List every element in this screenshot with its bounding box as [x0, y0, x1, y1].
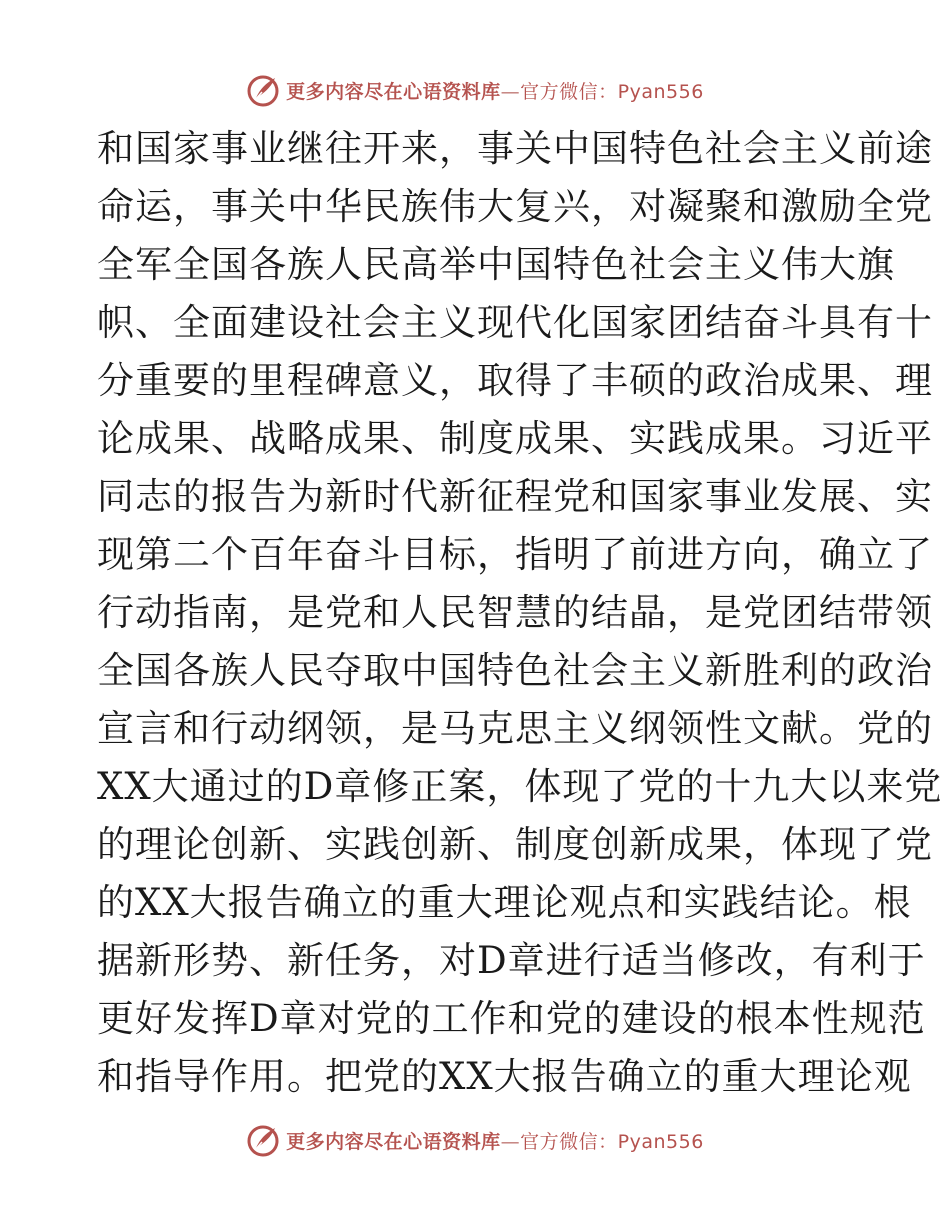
- header-watermark: [0, 70, 950, 110]
- watermark-text: [286, 1127, 704, 1154]
- watermark-text: [286, 77, 704, 104]
- text-line: XX大通过的D章修正案，体现了党的十九大以来党: [97, 765, 943, 808]
- text-line: 宣言和行动纲领，是马克思主义纲领性文献。党的: [97, 707, 933, 750]
- text-line: 行动指南，是党和人民智慧的结晶，是党团结带领: [97, 591, 933, 634]
- text-line: 的XX大报告确立的重大理论观点和实践结论。根: [97, 881, 912, 924]
- text-line: 分重要的里程碑意义，取得了丰硕的政治成果、理: [97, 359, 933, 402]
- text-line: 帜、全面建设社会主义现代化国家团结奋斗具有十: [97, 301, 933, 344]
- text-line: 据新形势、新任务，对D章进行适当修改，有利于: [97, 939, 926, 982]
- text-line: 论成果、战略成果、制度成果、实践成果。习近平: [97, 417, 933, 460]
- text-line: 全国各族人民夺取中国特色社会主义新胜利的政治: [97, 649, 933, 692]
- text-line: 的理论创新、实践创新、制度创新成果，体现了党: [97, 823, 933, 866]
- text-line: 现第二个百年奋斗目标，指明了前进方向，确立了: [97, 533, 933, 576]
- watermark-main: 更多内容尽在心语资料库: [286, 80, 501, 103]
- text-line: 更好发挥D章对党的工作和党的建设的根本性规范: [97, 997, 926, 1040]
- text-line: 全军全国各族人民高举中国特色社会主义伟大旗: [97, 243, 895, 286]
- watermark-separator: —: [500, 80, 521, 103]
- feather-pen-logo-icon: [246, 1123, 280, 1157]
- text-line: 和国家事业继往开来，事关中国特色社会主义前途: [97, 127, 933, 170]
- watermark-wechat: 官方微信：Pyan556: [520, 80, 704, 103]
- text-line: 同志的报告为新时代新征程党和国家事业发展、实: [97, 475, 933, 518]
- feather-pen-logo-icon: [246, 73, 280, 107]
- text-line: 和指导作用。把党的XX大报告确立的重大理论观: [97, 1055, 912, 1098]
- watermark-separator: —: [500, 1130, 521, 1153]
- watermark-wechat: 官方微信：Pyan556: [520, 1130, 704, 1153]
- text-line: 命运，事关中华民族伟大复兴，对凝聚和激励全党: [97, 185, 933, 228]
- watermark-main: 更多内容尽在心语资料库: [286, 1130, 501, 1153]
- footer-watermark: [0, 1120, 950, 1160]
